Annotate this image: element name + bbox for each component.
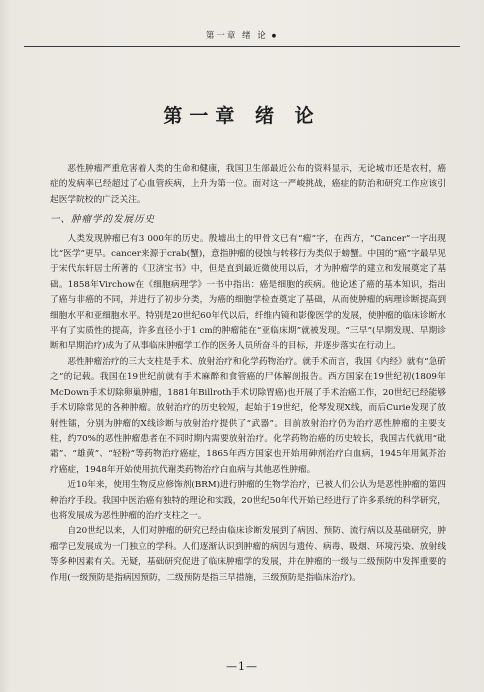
section-heading: 一、肿瘤学的发展历史 <box>50 214 156 226</box>
page-number: —1— <box>226 660 258 673</box>
paragraph-treatment: 恶性肿瘤治疗的三大支柱是手术、放射治疗和化学药物治疗。就手术而言，我国《内经》就有“急斫之”的记载。我国在19世纪前就有手术麻醉和食管癌的尸体解剖报告。西方国家在19世纪初(1809年McDown手术切除卵巢肿瘤，1881年Billroth手术切除胃癌)也开展了手术治癌工作，20世纪已经能够手术切除常见的各种肿瘤。放射治疗的历史较短，起始于19世纪，伦琴发现X线，而后Curie发现了放射性镭，分别为肿瘤的X线诊断与放射治疗提供了“武器”。目前放射治疗仍为治疗恶性肿瘤的主要支柱，约70%的恶性肿瘤患者在不同时期内需要放射治疗。化学药物治癌的历史较长，我国古代就用“砒霜”、“雄黄”、“轻粉”等药物治疗癌症，1865年西方国家也开始用砷剂治疗白血病，1945年用氮芥治疗癌症，1948年开始使用抗代谢类药物治疗白血病与其他恶性肿瘤。 <box>50 356 446 475</box>
paragraph-biotherapy: 近10年来，使用生物反应修饰剂(BRM)进行肿瘤的生物学治疗，已被人们公认为是恶性肿瘤的第四种治疗手段。我国中医治癌有独特的理论和实践，20世纪50年代开始已经进行了许多系统的科学研究，也将发展成为恶性肿瘤的治疗支柱之一。 <box>50 480 446 521</box>
running-header <box>24 29 460 47</box>
running-header-title: 第一章 绪 论 <box>205 31 268 41</box>
paragraph-intro: 恶性肿瘤严重危害着人类的生命和健康，我国卫生部最近公布的资料显示，无论城市还是农村，癌症的发病率已经超过了心血管疾病，上升为第一位。面对这一严峻挑战，癌症的防治和研究工作应该引起医学院校的广泛关注。 <box>50 164 446 205</box>
paragraph-research: 自20世纪以来，人们对肿瘤的研究已经由临床诊断发展到了病因、预防、流行病以及基础研究，肿瘤学已发展成为一门独立的学科。人们逐渐认识到肿瘤的病因与遗传、病毒、吸烟、环境污染、放射线等多种因素有关。无疑，基础研究促进了临床肿瘤学的发展，并在肿瘤的一级与二级预防中发挥重要的作用(一级预防是指病因预防，二级预防是指三早措施，三级预防是指临床治疗)。 <box>50 526 446 583</box>
paragraph-history: 人类发现肿瘤已有3 000年的历史。殷墟出土的甲骨文已有“瘤”字，在西方，“Cancer”一字出现比“医学”更早。cancer来源于crab(蟹)，意指肿瘤的侵蚀与转移行为类似于螃蟹。中国的“癌”字最早见于宋代东轩居士所著的《卫济宝书》中，但是直到最近微使用以后，才为肿瘤学的建立和发展奠定了基础。1858年Virchow在《细胞病理学》一书中指出：癌是细胞的疾病。他论述了癌的基本知识，指出了癌与非癌的不同，并进行了初步分类，为癌的细胞学检查奠定了基础，从而使肿瘤的病理诊断提高到细胞水平和亚细胞水平。特别是20世纪60年代以后，纤维内镜和影像医学的发展，使肿瘤的临床诊断水平有了实质性的提高，许多直径小于1 cm的肿瘤能在“亚临床期”就被发现。“三早”(早期发现、早期诊断和早期治疗)成为了从事临床肿瘤学工作的医务人员所奋斗的目标，并逐步落实在行动上。 <box>50 233 446 352</box>
chapter-title: 第一章 绪 论 <box>163 105 321 127</box>
header-dot-icon: ● <box>271 32 279 39</box>
body-text <box>50 162 446 586</box>
